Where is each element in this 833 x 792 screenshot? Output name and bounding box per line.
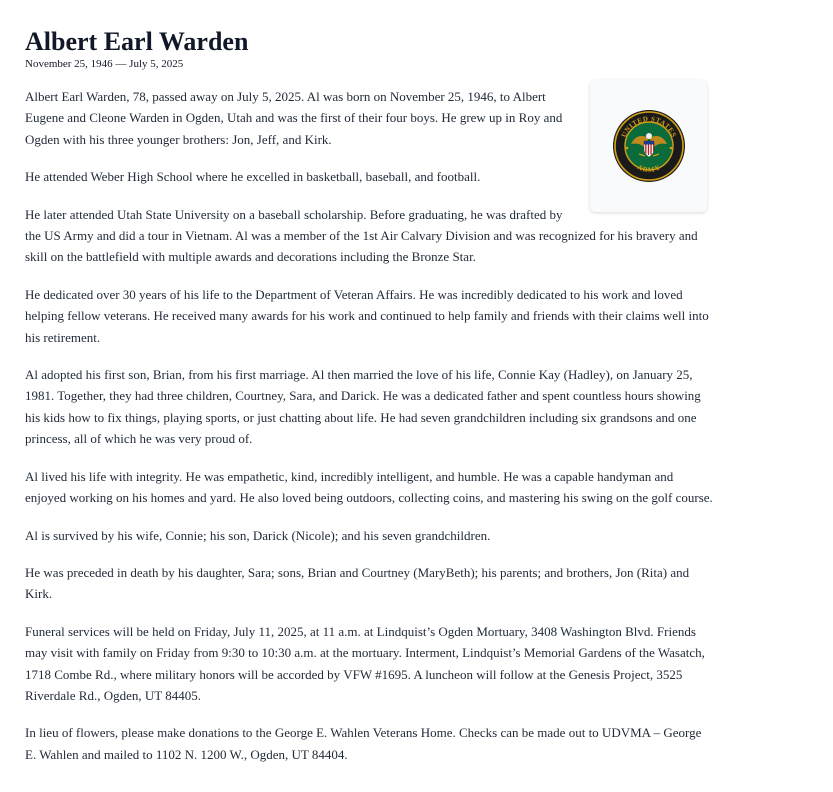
paragraph-7: Al is survived by his wife, Connie; his son, Darick (Nicole); and his seven grandchildren. [25, 527, 491, 543]
paragraph-1: Albert Earl Warden, 78, passed away on July 5, 2025. Al was born on November 25, 1946, to Albert Eugene and Cleone Warden in Ogden, Utah and was the first of their four boys. He grew up in Roy and Ogden with his three younger brothers: Jon, Jeff, and Kirk. [25, 89, 563, 147]
us-army-seal-icon [611, 108, 687, 184]
paragraph-10: In lieu of flowers, please make donations to the George E. Wahlen Veterans Home. Checks can be made out to UDVMA – George E. Wahlen and mailed to 1102 N. 1200 W., Ogden, UT 84404. [25, 725, 702, 762]
emblem-text-top: UNITED STATES [619, 114, 678, 139]
paragraph-5: Al adopted his first son, Brian, from his first marriage. Al then married the love of his life, Connie Kay (Hadley), on January 25, 1981. Together, they had three children, Courtney, Sara, and Darick. He was a dedicated father and spent countless hours showing his kids how to fix things, playing sports, or just chatting about life. He had seven grandchildren including six grandsons and one princess, all of which he was very proud of. [25, 367, 701, 447]
paragraph-6: Al lived his life with integrity. He was empathetic, kind, incredibly intelligent, and humble. He was a capable handyman and enjoyed working on his homes and yard. He also loved being outdoors, collecting coins, and mastering his swing on the golf course. [25, 468, 713, 506]
obituary-body [25, 86, 715, 765]
paragraph-8: He was preceded in death by his daughter, Sara; sons, Brian and Courtney (MaryBeth); his parents; and brothers, Jon (Rita) and Kirk. [25, 564, 690, 602]
paragraph-4: He dedicated over 30 years of his life to the Department of Veteran Affairs. He was incredibly dedicated to his work and loved helping fellow veterans. He received many awards for his work and continued to help family and friends with their claims well into his retirement. [25, 286, 709, 345]
paragraph-9: Funeral services will be held on Friday, July 11, 2025, at 11 a.m. at Lindquist’s Ogden Mortuary, 3408 Washington Blvd. Friends may visit with family on Friday from 9:30 to 10:30 a.m. at the mortuary. Interment, Lindquist’s Memorial Gardens of the Wasatch, 1718 Combe Rd., where military honors will be accorded by VFW #1695. A luncheon will follow at the Genesis Project, 3525 Riverdale Rd., Ogden, UT 84405. [25, 623, 705, 703]
army-emblem-card [590, 80, 707, 212]
obituary-name: Albert Earl Warden [25, 27, 249, 56]
obituary-dates: November 25, 1946 — July 5, 2025 [25, 58, 184, 70]
paragraph-2: He attended Weber High School where he excelled in basketball, baseball, and football. [25, 169, 481, 185]
paragraph-3: He later attended Utah State University on a baseball scholarship. Before graduating, he was drafted by the US Army and did a tour in Vietnam. Al was a member of the 1st Air Calvary Division and was recognized for his bravery and skill on the battlefield with multiple awards and decorations including the Bronze Star. [25, 206, 698, 265]
emblem-text-bottom: ARMY [635, 163, 662, 175]
